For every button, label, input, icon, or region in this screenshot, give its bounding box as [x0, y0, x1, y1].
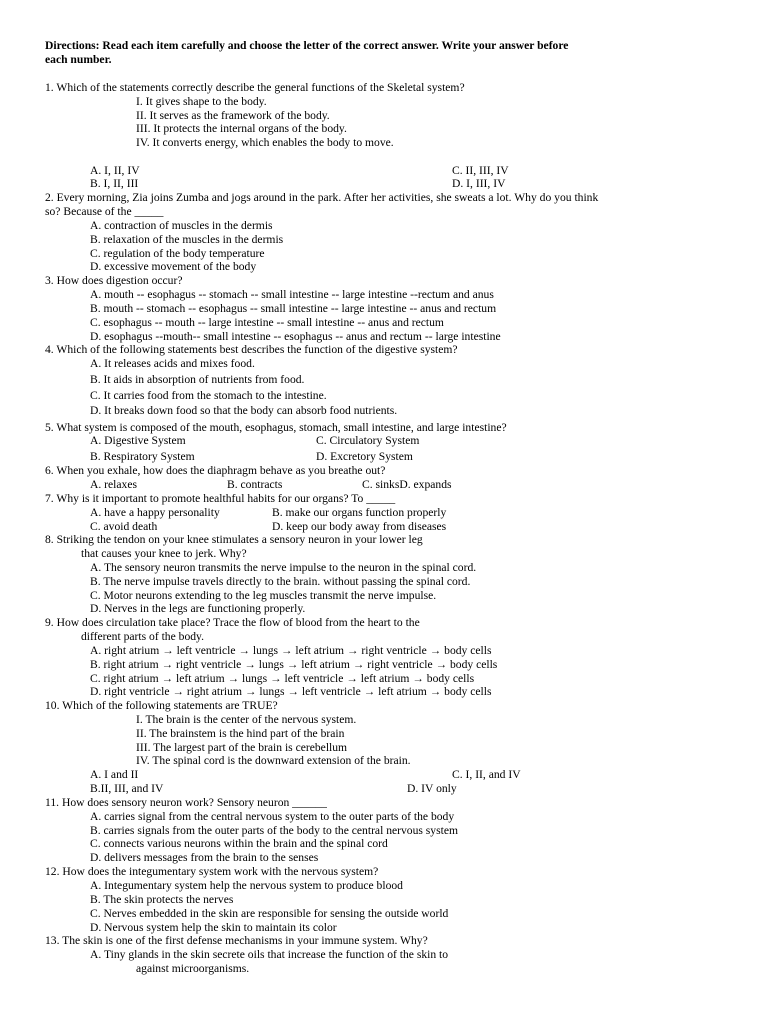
question-13-option-a-line-1: A. Tiny glands in the skin secrete oils that increase the function of the skin to — [90, 948, 449, 961]
question-5-stem: 5. What system is composed of the mouth, esophagus, stomach, small intestine, and large intestine? — [45, 421, 507, 434]
question-9-option-b: B. right atrium → right ventricle → lungs → left atrium → right ventricle → body cells — [90, 658, 498, 671]
question-8-option-c: C. Motor neurons extending to the leg muscles transmit the nerve impulse. — [90, 589, 437, 602]
question-12-option-d: D. Nervous system help the skin to maintain its color — [90, 921, 337, 934]
question-6-stem: 6. When you exhale, how does the diaphragm behave as you breathe out? — [45, 464, 386, 477]
question-2-stem-line-1: 2. Every morning, Zia joins Zumba and jogs around in the park. After her activities, she sweats a lot. Why do you think — [45, 191, 599, 204]
question-13-stem: 13. The skin is one of the first defense mechanisms in your immune system. Why? — [45, 934, 428, 947]
question-3-option-b: B. mouth -- stomach -- esophagus -- small intestine -- large intestine -- anus and rectum — [90, 302, 497, 315]
question-2-stem-line-2: so? Because of the _____ — [45, 205, 164, 218]
question-11-option-b: B. carries signals from the outer parts of the body to the central nervous system — [90, 824, 459, 837]
question-11-option-d: D. delivers messages from the brain to the senses — [90, 851, 319, 864]
question-2-option-b: B. relaxation of the muscles in the dermis — [90, 233, 284, 246]
question-1-option-b: B. I, II, III — [90, 177, 139, 190]
question-5-option-a: A. Digestive System — [90, 434, 186, 447]
question-12-option-c: C. Nerves embedded in the skin are responsible for sensing the outside world — [90, 907, 449, 920]
question-3-stem: 3. How does digestion occur? — [45, 274, 183, 287]
question-10-option-b: B.II, III, and IV — [90, 782, 164, 795]
question-1-statement-1: I. It gives shape to the body. — [136, 95, 267, 108]
question-4-option-d: D. It breaks down food so that the body can absorb food nutrients. — [90, 404, 398, 417]
question-5-option-d: D. Excretory System — [316, 450, 413, 463]
question-4-option-b: B. It aids in absorption of nutrients from food. — [90, 373, 305, 386]
question-6-option-a: A. relaxes — [90, 478, 137, 491]
question-10-statement-2: II. The brainstem is the hind part of the brain — [136, 727, 345, 740]
question-2-option-c: C. regulation of the body temperature — [90, 247, 265, 260]
question-8-option-b: B. The nerve impulse travels directly to the brain. without passing the spinal cord. — [90, 575, 471, 588]
question-7-stem: 7. Why is it important to promote healthful habits for our organs? To _____ — [45, 492, 396, 505]
question-3-option-a: A. mouth -- esophagus -- stomach -- small intestine -- large intestine --rectum and anus — [90, 288, 494, 301]
question-9-option-a: A. right atrium → left ventricle → lungs → left atrium → right ventricle → body cells — [90, 644, 492, 657]
question-11-option-c: C. connects various neurons within the brain and the spinal cord — [90, 837, 388, 850]
question-9-option-c: C. right atrium → left atrium → lungs → left ventricle → left atrium → body cells — [90, 672, 475, 685]
question-3-option-c: C. esophagus -- mouth -- large intestine -- small intestine -- anus and rectum — [90, 316, 444, 329]
question-12-option-b: B. The skin protects the nerves — [90, 893, 234, 906]
question-11-option-a: A. carries signal from the central nervous system to the outer parts of the body — [90, 810, 455, 823]
question-8-option-a: A. The sensory neuron transmits the nerve impulse to the neuron in the spinal cord. — [90, 561, 477, 574]
question-10-stem: 10. Which of the following statements are TRUE? — [45, 699, 278, 712]
question-9-stem-line-1: 9. How does circulation take place? Trace the flow of blood from the heart to the — [45, 616, 420, 629]
question-7-option-a: A. have a happy personality — [90, 506, 220, 519]
question-1-statement-4: IV. It converts energy, which enables the body to move. — [136, 136, 394, 149]
question-10-option-c: C. I, II, and IV — [452, 768, 521, 781]
question-10-statement-3: III. The largest part of the brain is cerebellum — [136, 741, 348, 754]
question-10-statement-1: I. The brain is the center of the nervous system. — [136, 713, 357, 726]
question-9-stem-line-2: different parts of the body. — [81, 630, 204, 643]
question-1-option-a: A. I, II, IV — [90, 164, 140, 177]
question-1-statement-2: II. It serves as the framework of the body. — [136, 109, 330, 122]
question-1-option-c: C. II, III, IV — [452, 164, 509, 177]
question-3-option-d: D. esophagus --mouth-- small intestine -- esophagus -- anus and rectum -- large intestine — [90, 330, 501, 343]
question-12-stem: 12. How does the integumentary system work with the nervous system? — [45, 865, 379, 878]
question-10-option-d: D. IV only — [407, 782, 457, 795]
directions-line-2: each number. — [45, 53, 112, 66]
question-6-option-b: B. contracts — [227, 478, 283, 491]
question-10-statement-4: IV. The spinal cord is the downward extension of the brain. — [136, 754, 411, 767]
question-5-option-c: C. Circulatory System — [316, 434, 420, 447]
question-12-option-a: A. Integumentary system help the nervous system to produce blood — [90, 879, 403, 892]
question-4-stem: 4. Which of the following statements best describes the function of the digestive system? — [45, 343, 458, 356]
question-2-option-d: D. excessive movement of the body — [90, 260, 257, 273]
question-2-option-a: A. contraction of muscles in the dermis — [90, 219, 273, 232]
question-7-option-b: B. make our organs function properly — [272, 506, 447, 519]
question-9-option-d: D. right ventricle → right atrium → lungs → left ventricle → left atrium → body cells — [90, 685, 492, 698]
question-5-option-b: B. Respiratory System — [90, 450, 195, 463]
question-8-stem-line-1: 8. Striking the tendon on your knee stimulates a sensory neuron in your lower leg — [45, 533, 423, 546]
question-10-option-a: A. I and II — [90, 768, 139, 781]
question-7-option-c: C. avoid death — [90, 520, 158, 533]
question-8-option-d: D. Nerves in the legs are functioning properly. — [90, 602, 306, 615]
question-7-option-d: D. keep our body away from diseases — [272, 520, 447, 533]
question-4-option-c: C. It carries food from the stomach to the intestine. — [90, 389, 327, 402]
question-8-stem-line-2: that causes your knee to jerk. Why? — [81, 547, 247, 560]
question-1-option-d: D. I, III, IV — [452, 177, 506, 190]
question-13-option-a-line-2: against microorganisms. — [136, 962, 250, 975]
question-1-stem: 1. Which of the statements correctly describe the general functions of the Skeletal system? — [45, 81, 465, 94]
question-11-stem: 11. How does sensory neuron work? Sensory neuron ______ — [45, 796, 327, 809]
directions-line-1: Directions: Read each item carefully and choose the letter of the correct answer. Write your answer before — [45, 39, 569, 52]
question-6-option-c-d: C. sinksD. expands — [362, 478, 452, 491]
question-1-statement-3: III. It protects the internal organs of the body. — [136, 122, 347, 135]
question-4-option-a: A. It releases acids and mixes food. — [90, 357, 255, 370]
